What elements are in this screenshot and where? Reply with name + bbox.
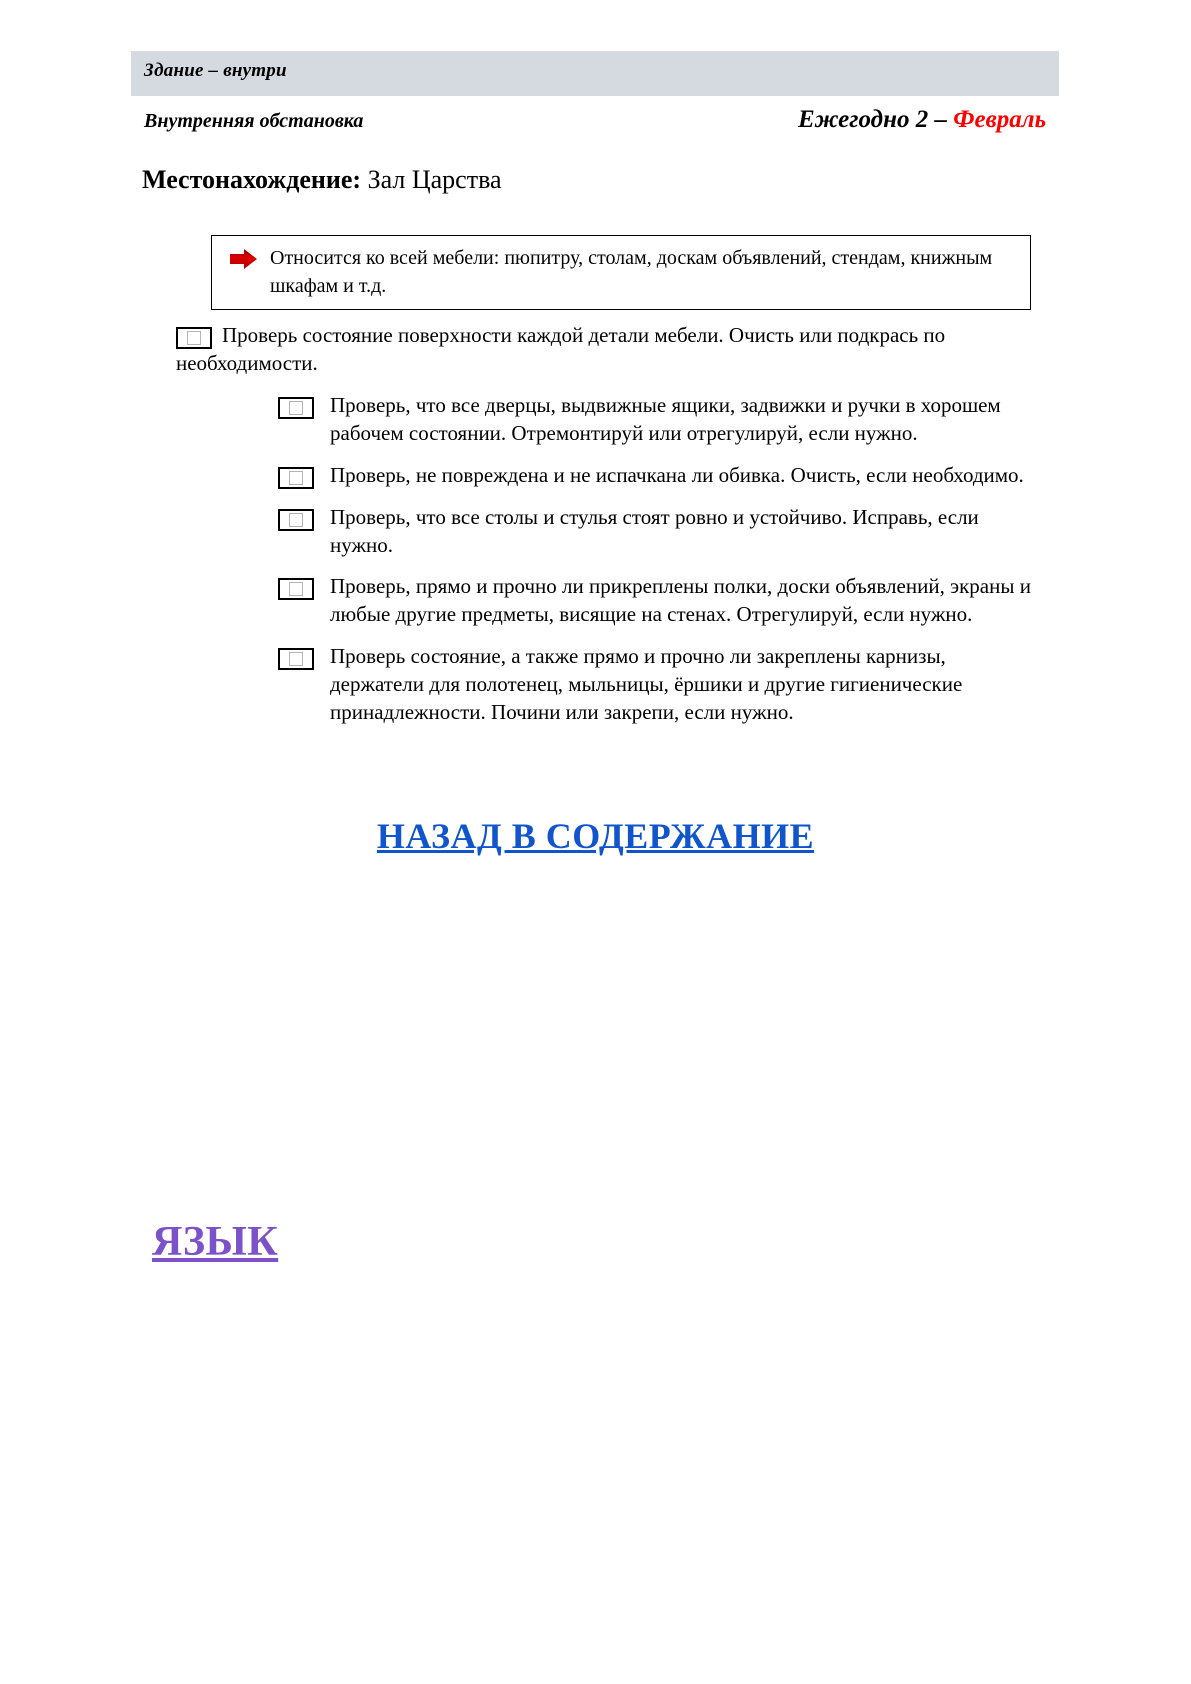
checkbox-unchecked[interactable] [278, 467, 314, 489]
checklist-item-label: Проверь, не повреждена и не испачкана ли обивка. Очисть, если необходимо. [330, 462, 1024, 487]
checklist-item-label: Проверь, что все дверцы, выдвижные ящики, задвижки и ручки в хорошем рабочем состоянии. Отремонтируй или отрегулируй, если нужно. [330, 392, 1001, 445]
checkbox-unchecked[interactable] [278, 648, 314, 670]
subheader-row [144, 106, 1046, 140]
schedule-prefix: Ежегодно 2 – [798, 106, 954, 133]
location-line [142, 165, 502, 195]
language-link[interactable]: ЯЗЫК [152, 1219, 279, 1265]
section-title: Внутренняя обстановка [144, 110, 364, 132]
back-to-contents-link[interactable]: НАЗАД В СОДЕРЖАНИЕ [376, 816, 815, 856]
header-band-title: Здание – внутри [144, 60, 287, 81]
callout-text: Относится ко всей мебели: пюпитру, столам, доскам объявлений, стендам, книжным шкафам и т.д. [270, 247, 993, 297]
location-value: Зал Царства [361, 165, 502, 194]
checkbox-unchecked[interactable] [176, 327, 212, 349]
checkbox-unchecked[interactable] [278, 397, 314, 419]
checklist-item [278, 462, 1034, 490]
checklist-item [278, 643, 1034, 727]
checklist [142, 322, 1042, 729]
checklist-item-label: Проверь, прямо и прочно ли прикреплены полки, доски объявлений, экраны и любые другие предметы, висящие на стенах. Отрегулируй, если нужно. [330, 574, 1031, 627]
checklist-item-label: Проверь состояние, а также прямо и прочно ли закреплены карнизы, держатели для полотенец, мыльницы, ёршики и другие гигиенические принадлежности. Почини или закрепи, если нужно. [330, 644, 963, 725]
checklist-item [278, 573, 1034, 629]
checklist-item [278, 392, 1034, 448]
checklist-item-label: Проверь, что все столы и стулья стоят ровно и устойчиво. Исправь, если нужно. [330, 504, 979, 557]
red-arrow-icon [230, 249, 258, 269]
checklist-item [278, 504, 1034, 560]
checkbox-unchecked[interactable] [278, 509, 314, 531]
checklist-item-label: Проверь состояние поверхности каждой детали мебели. Очисть или подкрась по необходимости. [176, 323, 946, 375]
checklist-item [176, 322, 1046, 378]
schedule-month: Февраль [953, 106, 1046, 133]
location-label: Местонахождение: [142, 165, 362, 194]
checkbox-unchecked[interactable] [278, 578, 314, 600]
schedule-label [798, 106, 1046, 134]
callout-box [211, 235, 1031, 310]
header-band [131, 51, 1059, 96]
